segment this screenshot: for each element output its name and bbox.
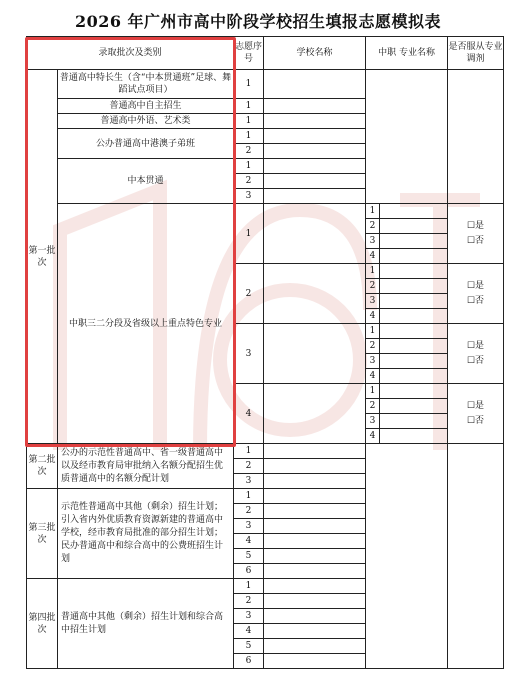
adjust-no-checkbox[interactable]: ☐否 [466,235,485,246]
major-seq-number: 2 [366,219,380,234]
major-seq-number: 3 [366,234,380,249]
seq-number: 1 [234,579,264,594]
seq-number: 4 [234,384,264,444]
major-name-cell[interactable] [380,249,448,264]
seq-number: 2 [234,504,264,519]
school-name-cell[interactable] [264,189,366,204]
school-name-cell[interactable] [264,579,366,594]
category-cell: 中职三二分段及省级以上重点特色专业 [58,204,234,444]
major-name-cell[interactable] [380,399,448,414]
school-name-cell[interactable] [264,384,366,444]
category-cell: 公办普通高中港澳子弟班 [58,129,234,159]
school-name-cell[interactable] [264,474,366,489]
adjust-no-checkbox[interactable]: ☐否 [466,295,485,306]
adjust-cell-blank [448,70,504,204]
seq-number: 3 [234,189,264,204]
seq-number: 4 [234,624,264,639]
seq-number: 6 [234,654,264,669]
category-cell: 示范性普通高中其他（剩余）招生计划；引入省内外优质教育资源新建的普通高中学校，经市教育局批准的部分招生计划；民办普通高中和综合高中的公费班招生计划 [58,489,234,579]
major-name-cell[interactable] [380,369,448,384]
batch-label: 第四批次 [27,579,58,669]
school-name-cell[interactable] [264,444,366,459]
category-cell: 公办的示范性普通高中、省一级普通高中以及经市教育局审批纳入名额分配招生优质普通高中的名额分配计划 [58,444,234,489]
header-school: 学校名称 [264,37,366,70]
major-seq-number: 1 [366,264,380,279]
major-name-cell[interactable] [380,279,448,294]
header-major: 中职 专业名称 [366,37,448,70]
school-name-cell[interactable] [264,159,366,174]
school-name-cell[interactable] [264,639,366,654]
seq-number: 3 [234,609,264,624]
major-name-cell[interactable] [380,384,448,399]
seq-number: 3 [234,519,264,534]
school-name-cell[interactable] [264,144,366,159]
school-name-cell[interactable] [264,609,366,624]
seq-number: 1 [234,70,264,99]
school-name-cell[interactable] [264,204,366,264]
adjust-checkbox-group[interactable] [448,324,504,384]
school-name-cell[interactable] [264,489,366,504]
category-cell: 普通高中自主招生 [58,99,234,114]
seq-number: 1 [234,204,264,264]
major-name-cell[interactable] [380,429,448,444]
header-row [27,37,504,70]
batch-label: 第一批次 [27,70,58,444]
major-seq-number: 2 [366,399,380,414]
major-seq-number: 3 [366,354,380,369]
adjust-cell-blank [448,444,504,669]
adjust-yes-checkbox[interactable]: ☐是 [466,280,485,291]
seq-number: 3 [234,474,264,489]
adjust-yes-checkbox[interactable]: ☐是 [466,220,485,231]
school-name-cell[interactable] [264,114,366,129]
school-name-cell[interactable] [264,264,366,324]
school-name-cell[interactable] [264,504,366,519]
header-adjust: 是否服从专业调剂 [448,37,504,70]
school-name-cell[interactable] [264,99,366,114]
seq-number: 5 [234,549,264,564]
category-cell: 普通高中其他（剩余）招生计划和综合高中招生计划 [58,579,234,669]
seq-number: 1 [234,114,264,129]
adjust-no-checkbox[interactable]: ☐否 [466,355,485,366]
seq-number: 1 [234,489,264,504]
school-name-cell[interactable] [264,534,366,549]
major-seq-number: 4 [366,309,380,324]
major-seq-number: 4 [366,429,380,444]
major-name-cell[interactable] [380,414,448,429]
major-seq-number: 2 [366,339,380,354]
page-title: 2026 年广州市高中阶段学校招生填报志愿模拟表 [74,12,442,31]
header-category: 录取批次及类别 [27,37,234,70]
school-name-cell[interactable] [264,174,366,189]
major-name-cell[interactable] [380,234,448,249]
application-form-table [26,36,504,669]
major-seq-number: 4 [366,249,380,264]
major-seq-number: 1 [366,204,380,219]
seq-number: 3 [234,324,264,384]
seq-number: 6 [234,564,264,579]
major-cell-blank [366,444,448,669]
major-name-cell[interactable] [380,264,448,279]
seq-number: 2 [234,174,264,189]
major-seq-number: 1 [366,384,380,399]
header-seq: 志愿序号 [234,37,264,70]
major-name-cell[interactable] [380,294,448,309]
major-name-cell[interactable] [380,204,448,219]
seq-number: 1 [234,159,264,174]
seq-number: 1 [234,99,264,114]
category-cell: 中本贯通 [58,159,234,204]
major-seq-number: 1 [366,324,380,339]
adjust-checkbox-group[interactable] [448,264,504,324]
school-name-cell[interactable] [264,70,366,99]
school-name-cell[interactable] [264,624,366,639]
school-name-cell[interactable] [264,549,366,564]
seq-number: 2 [234,594,264,609]
batch-label: 第三批次 [27,489,58,579]
seq-number: 2 [234,144,264,159]
seq-number: 1 [234,129,264,144]
adjust-checkbox-group[interactable] [448,384,504,444]
major-name-cell[interactable] [380,339,448,354]
major-name-cell[interactable] [380,324,448,339]
major-seq-number: 3 [366,414,380,429]
adjust-no-checkbox[interactable]: ☐否 [466,415,485,426]
adjust-checkbox-group[interactable] [448,204,504,264]
school-name-cell[interactable] [264,459,366,474]
seq-number: 2 [234,459,264,474]
major-cell-blank [366,70,448,204]
major-seq-number: 4 [366,369,380,384]
school-name-cell[interactable] [264,594,366,609]
school-name-cell[interactable] [264,129,366,144]
category-cell: 普通高中特长生（含“中本贯通班”足球、舞蹈试点项目） [58,70,234,99]
seq-number: 5 [234,639,264,654]
school-name-cell[interactable] [264,564,366,579]
adjust-yes-checkbox[interactable]: ☐是 [466,400,485,411]
school-name-cell[interactable] [264,519,366,534]
major-name-cell[interactable] [380,309,448,324]
seq-number: 4 [234,534,264,549]
major-seq-number: 2 [366,279,380,294]
major-seq-number: 3 [366,294,380,309]
adjust-yes-checkbox[interactable]: ☐是 [466,340,485,351]
category-cell: 普通高中外语、艺术类 [58,114,234,129]
major-name-cell[interactable] [380,219,448,234]
school-name-cell[interactable] [264,324,366,384]
seq-number: 2 [234,264,264,324]
batch-label: 第二批次 [27,444,58,489]
seq-number: 1 [234,444,264,459]
major-name-cell[interactable] [380,354,448,369]
school-name-cell[interactable] [264,654,366,669]
